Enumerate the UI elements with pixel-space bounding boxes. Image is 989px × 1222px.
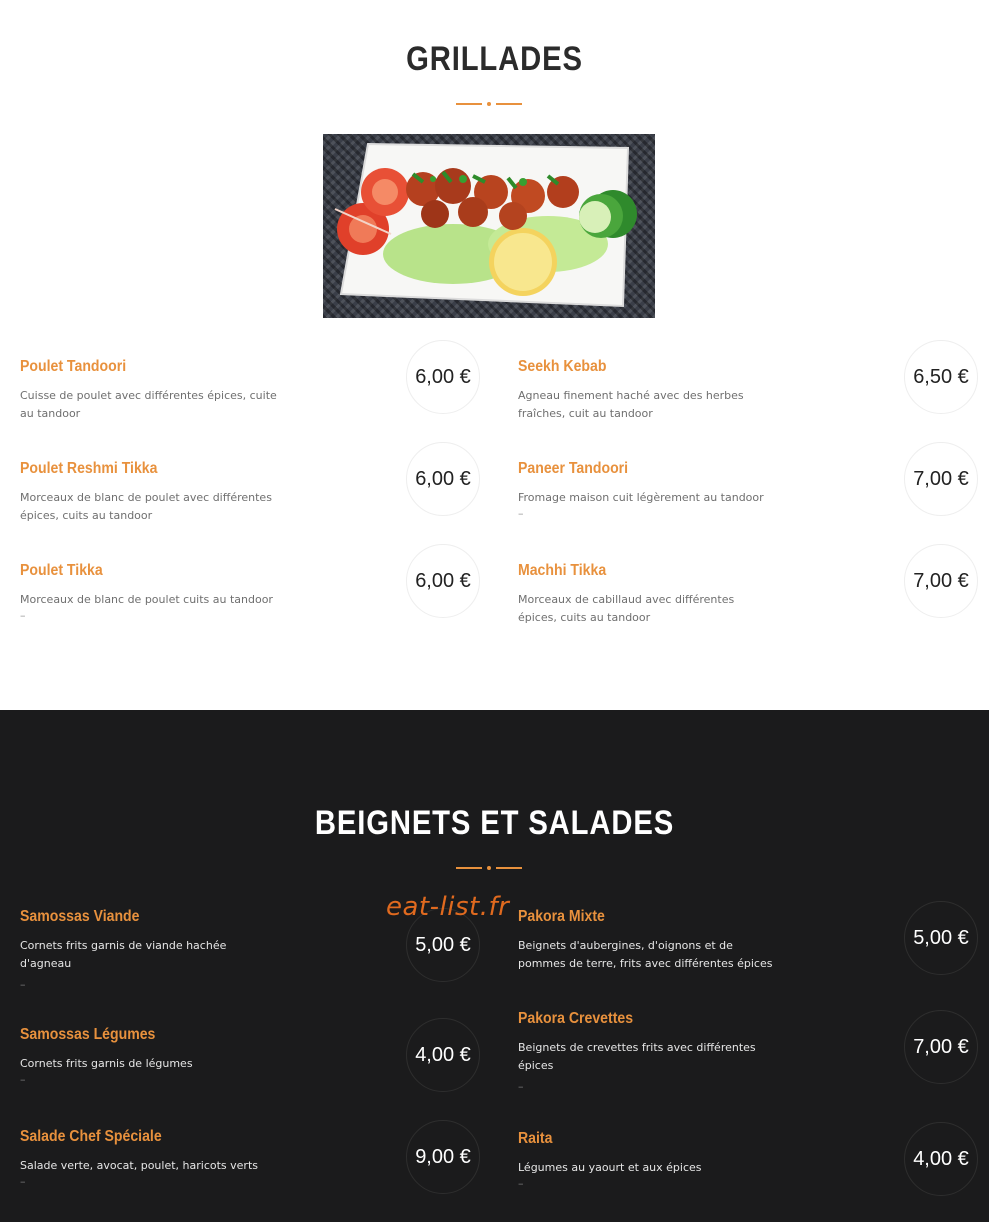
item-description: Beignets de crevettes frits avec différentes épices xyxy=(518,1041,756,1072)
watermark: eat-list.fr xyxy=(386,892,510,922)
item-description: Morceaux de blanc de poulet cuits au tandoor xyxy=(20,593,273,606)
price-badge: 7,00 € xyxy=(904,1010,978,1084)
item-description: Morceaux de blanc de poulet avec différentes épices, cuits au tandoor xyxy=(20,491,272,522)
price-badge: 4,00 € xyxy=(904,1122,978,1196)
menu-item xyxy=(20,562,480,652)
title-divider xyxy=(456,865,522,871)
price-badge: 5,00 € xyxy=(406,908,480,982)
price-badge: 7,00 € xyxy=(904,442,978,516)
menu-item xyxy=(20,460,480,550)
beignets-title: BEIGNETS ET SALADES xyxy=(314,804,675,842)
item-name: Pakora Crevettes xyxy=(518,1010,634,1027)
grillades-title: GRILLADES xyxy=(406,40,583,78)
price-badge: 5,00 € xyxy=(904,901,978,975)
price-badge: 6,50 € xyxy=(904,340,978,414)
menu-item xyxy=(518,562,978,652)
item-dash: – xyxy=(518,1080,524,1093)
menu-item xyxy=(518,460,978,550)
item-description: Salade verte, avocat, poulet, haricots verts xyxy=(20,1159,258,1172)
item-name: Seekh Kebab xyxy=(518,358,607,375)
price-badge: 4,00 € xyxy=(406,1018,480,1092)
price-badge: 6,00 € xyxy=(406,544,480,618)
item-description: Beignets d'aubergines, d'oignons et de pommes de terre, frits avec différentes épices xyxy=(518,939,773,970)
item-description: Cornets frits garnis de légumes xyxy=(20,1057,193,1070)
menu-item xyxy=(518,1010,978,1100)
price-badge: 7,00 € xyxy=(904,544,978,618)
item-description: Morceaux de cabillaud avec différentes épices, cuits au tandoor xyxy=(518,593,735,624)
item-dash: – xyxy=(518,507,524,520)
item-dash: – xyxy=(20,609,26,622)
menu-item xyxy=(518,908,978,998)
item-description: Agneau finement haché avec des herbes fraîches, cuit au tandoor xyxy=(518,389,744,420)
title-divider xyxy=(456,101,522,107)
item-description: Légumes au yaourt et aux épices xyxy=(518,1161,702,1174)
item-name: Paneer Tandoori xyxy=(518,460,629,477)
menu-item xyxy=(20,1026,480,1116)
item-description: Cuisse de poulet avec différentes épices, cuite au tandoor xyxy=(20,389,277,420)
item-description: Cornets frits garnis de viande hachée d'agneau xyxy=(20,939,227,970)
beignets-section xyxy=(0,710,989,1222)
menu-item xyxy=(518,1130,978,1220)
item-name: Samossas Viande xyxy=(20,908,140,925)
item-name: Poulet Tikka xyxy=(20,562,103,579)
item-name: Samossas Légumes xyxy=(20,1026,156,1043)
item-dash: – xyxy=(20,1175,26,1188)
price-badge: 6,00 € xyxy=(406,442,480,516)
item-dash: – xyxy=(20,1073,26,1086)
price-badge: 9,00 € xyxy=(406,1120,480,1194)
item-description: Fromage maison cuit légèrement au tandoor xyxy=(518,491,764,504)
price-badge: 6,00 € xyxy=(406,340,480,414)
item-name: Poulet Tandoori xyxy=(20,358,127,375)
item-dash: – xyxy=(20,978,26,991)
item-name: Raita xyxy=(518,1130,553,1147)
menu-item xyxy=(20,358,480,448)
item-name: Machhi Tikka xyxy=(518,562,607,579)
item-name: Salade Chef Spéciale xyxy=(20,1128,162,1145)
grillades-dish-photo xyxy=(323,134,655,318)
item-name: Pakora Mixte xyxy=(518,908,605,925)
menu-item xyxy=(518,358,978,448)
item-name: Poulet Reshmi Tikka xyxy=(20,460,158,477)
menu-item xyxy=(20,1128,480,1218)
item-dash: – xyxy=(518,1177,524,1190)
